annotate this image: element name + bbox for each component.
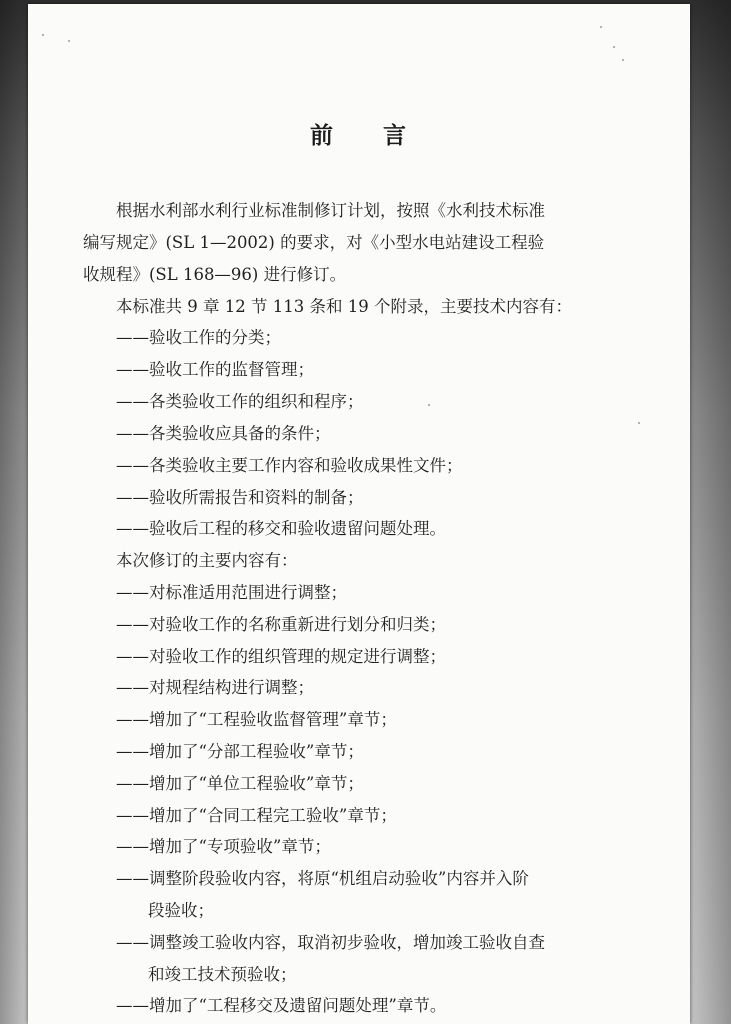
list-item: ——各类验收应具备的条件； xyxy=(116,424,331,443)
list-item: ——对验收工作的组织管理的规定进行调整； xyxy=(116,647,446,666)
paragraph-line: 收规程》(SL 168—96) 进行修订。 xyxy=(83,265,347,284)
list-item: ——增加了“合同工程完工验收”章节； xyxy=(116,806,397,825)
list-item: ——验收所需报告和资料的制备； xyxy=(116,488,364,507)
list-item-continuation: 段验收； xyxy=(148,901,214,920)
title-char-1: 前 xyxy=(310,122,335,149)
list-item: ——验收后工程的移交和验收遗留问题处理。 xyxy=(116,519,446,538)
paragraph-line: 根据水利部水利行业标准制修订计划，按照《水利技术标准 xyxy=(116,201,545,220)
list-item: ——对验收工作的名称重新进行划分和归类； xyxy=(116,615,446,634)
list-item: ——各类验收主要工作内容和验收成果性文件； xyxy=(116,456,463,475)
list-item-continuation: 和竣工技术预验收； xyxy=(148,965,297,984)
scan-shadow-left xyxy=(0,0,28,1024)
paragraph-line: 编写规定》(SL 1—2002) 的要求，对《小型水电站建设工程验 xyxy=(83,233,545,252)
paragraph-line: 本标准共 9 章 12 节 113 条和 19 个附录，主要技术内容有： xyxy=(116,297,572,316)
paragraph-line: 本次修订的主要内容有： xyxy=(116,551,298,570)
title-char-2: 言 xyxy=(383,122,408,149)
list-item: ——各类验收工作的组织和程序； xyxy=(116,392,364,411)
list-item: ——对规程结构进行调整； xyxy=(116,678,314,697)
list-item: ——调整阶段验收内容，将原“机组启动验收”内容并入阶 xyxy=(116,869,529,888)
scan-shadow-right xyxy=(690,0,731,1024)
list-item: ——增加了“单位工程验收”章节； xyxy=(116,774,364,793)
list-item: ——调整竣工验收内容，取消初步验收，增加竣工验收自查 xyxy=(116,933,545,952)
document-body xyxy=(28,4,690,1024)
list-item: ——增加了“工程验收监督管理”章节； xyxy=(116,710,397,729)
list-item: ——增加了“分部工程验收”章节； xyxy=(116,742,364,761)
list-item: ——增加了“专项验收”章节； xyxy=(116,837,331,856)
document-page xyxy=(28,4,690,1024)
list-item: ——验收工作的分类； xyxy=(116,328,281,347)
list-item: ——验收工作的监督管理； xyxy=(116,360,314,379)
list-item: ——增加了“工程移交及遗留问题处理”章节。 xyxy=(116,996,447,1015)
list-item: ——对标准适用范围进行调整； xyxy=(116,583,347,602)
